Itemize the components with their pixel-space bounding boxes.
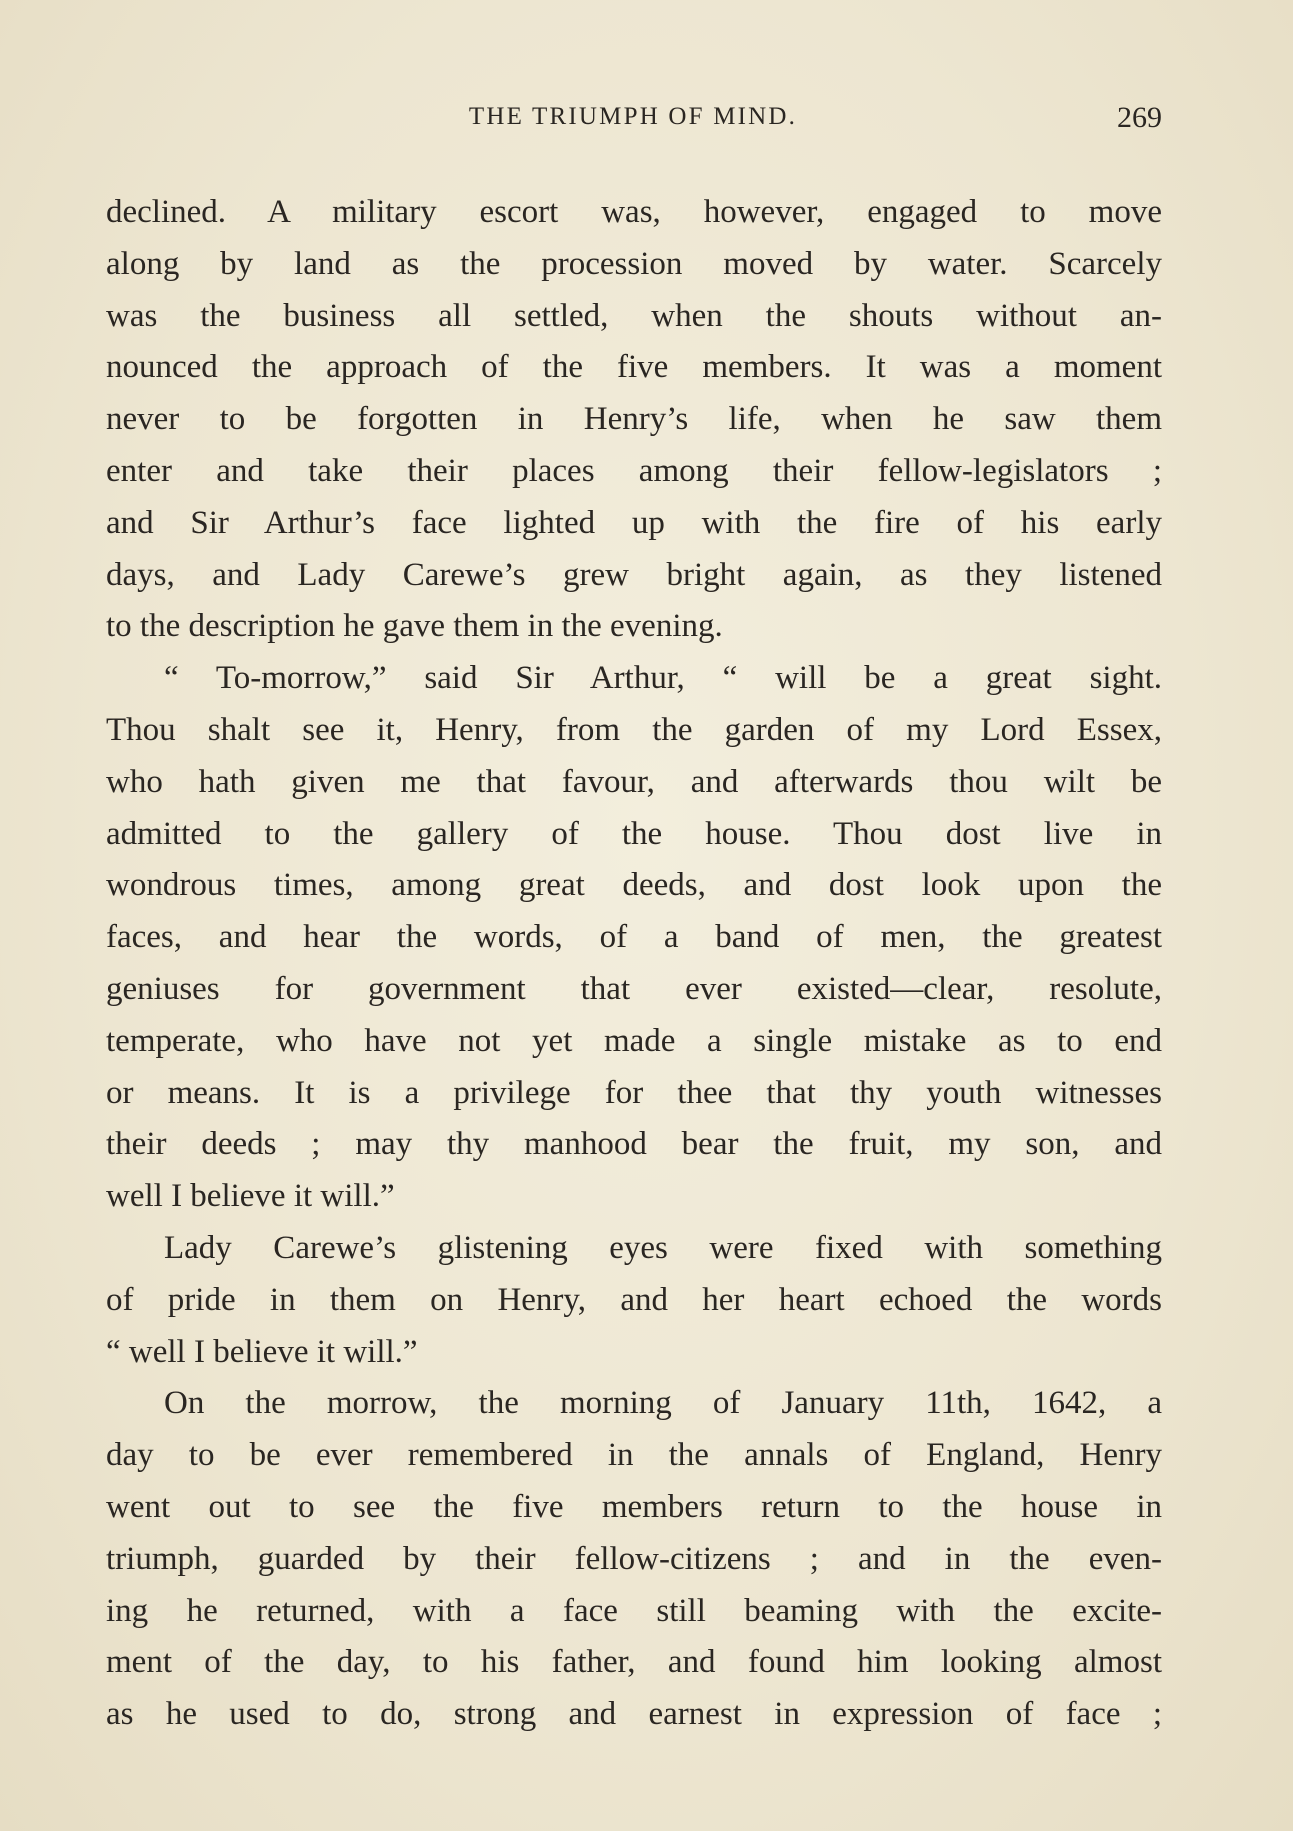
text-line: faces, and hear the words, of a band of men, the greatest <box>106 919 1162 956</box>
text-line: On the morrow, the morning of January 11th, 1642, a <box>164 1385 1162 1422</box>
text-line: ing he returned, with a face still beaming with the excite- <box>106 1592 1162 1629</box>
text-line: and Sir Arthur’s face lighted up with the fire of his early <box>106 504 1162 541</box>
text-line: as he used to do, strong and earnest in expression of face ; <box>106 1696 1162 1733</box>
text-line: was the business all settled, when the shouts without an- <box>106 297 1162 334</box>
text-line: who hath given me that favour, and afterwards thou wilt be <box>106 763 1162 800</box>
text-line: went out to see the five members return to the house in <box>106 1488 1162 1525</box>
text-line: enter and take their places among their fellow-legislators ; <box>106 452 1162 489</box>
running-title: THE TRIUMPH OF MIND. <box>468 103 798 130</box>
text-line: Thou shalt see it, Henry, from the garden of my Lord Essex, <box>106 711 1162 748</box>
text-line: geniuses for government that ever existed—clear, resolute, <box>106 970 1162 1007</box>
text-line: day to be ever remembered in the annals of England, Henry <box>106 1437 1162 1474</box>
text-line: well I believe it will.” <box>106 1178 395 1215</box>
text-line: nounced the approach of the five members. It was a moment <box>106 349 1162 386</box>
page-number: 269 <box>1117 101 1162 134</box>
body-text <box>106 187 1162 1741</box>
text-line: along by land as the procession moved by water. Scarcely <box>106 245 1162 282</box>
text-line: Lady Carewe’s glistening eyes were fixed with something <box>164 1229 1162 1266</box>
text-line: “ well I believe it will.” <box>106 1333 418 1370</box>
text-line: of pride in them on Henry, and her heart echoed the words <box>106 1281 1162 1318</box>
text-line: ment of the day, to his father, and found him looking almost <box>106 1644 1162 1681</box>
text-line: wondrous times, among great deeds, and dost look upon the <box>106 867 1162 904</box>
text-line: triumph, guarded by their fellow-citizens ; and in the even- <box>106 1540 1162 1577</box>
text-line: temperate, who have not yet made a single mistake as to end <box>106 1022 1162 1059</box>
text-line: never to be forgotten in Henry’s life, when he saw them <box>106 401 1162 438</box>
running-head <box>104 103 1162 143</box>
text-line: their deeds ; may thy manhood bear the fruit, my son, and <box>106 1126 1162 1163</box>
text-line: declined. A military escort was, however, engaged to move <box>106 194 1162 230</box>
text-line: days, and Lady Carewe’s grew bright again, as they listened <box>106 556 1162 593</box>
text-line: “ To-morrow,” said Sir Arthur, “ will be a great sight. <box>164 660 1162 697</box>
text-line: or means. It is a privilege for thee that thy youth witnesses <box>106 1074 1162 1111</box>
text-line: admitted to the gallery of the house. Thou dost live in <box>106 815 1162 852</box>
text-line: to the description he gave them in the evening. <box>106 608 723 645</box>
